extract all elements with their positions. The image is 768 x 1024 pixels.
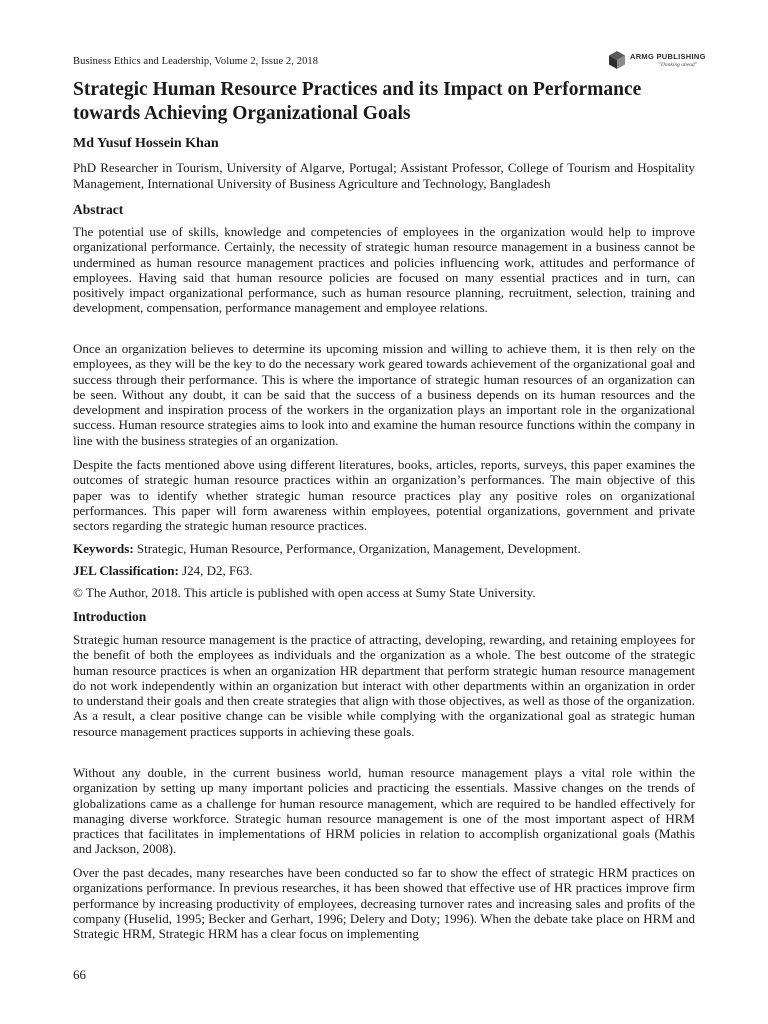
jel-label: JEL Classification: xyxy=(73,563,179,578)
abstract-paragraph-3: Despite the facts mentioned above using different literatures, books, articles, reports, surveys, this paper examines the outcomes of strategic human resource practices within an organization’s performances. The main objective of this paper was to identify whether strategic human resource practices play any positive roles on organizational performances. This paper will form awareness within employees, potential organizations, government and private sectors regarding the strategic human resource practices. xyxy=(73,457,695,534)
page-number: 66 xyxy=(73,967,86,982)
cube-logo-icon xyxy=(608,50,626,70)
keywords-label: Keywords: xyxy=(73,541,134,556)
abstract-paragraph-1: The potential use of skills, knowledge and competencies of employees in the organization would help to improve organizational performance. Certainly, the necessity of strategic human resource management in a business cannot be undermined as human resource management practices and policies influencing work, attitudes and performance of employees. Having said that human resource policies are focused on many essential practices and in turn, can positively impact organizational performance, such as human resource planning, recruitment, selection, training and development, compensation, performance management and employee relations. xyxy=(73,224,695,316)
introduction-paragraph-3: Over the past decades, many researches have been conducted so far to show the effect of strategic HRM practices on organizations performance. In previous researches, it has been showed that effective use of HR practices improve firm performance by increasing productivity of employees, decreasing turnover rates and increasing sales and profits of the company (Huselid, 1995; Becker and Gerhart, 1996; Delery and Doty; 1996). When the debate take place on HRM and Strategic HRM, Strategic HRM has a clear focus on implementing xyxy=(73,865,695,942)
publisher-name: ARMG PUBLISHING xyxy=(630,52,706,61)
introduction-paragraph-2: Without any double, in the current business world, human resource management plays a vital role within the organization by setting up many important policies and practicing the essentials. Massive changes on the trends of globalizations came as a challenge for human resource management, which are required to be handled effectively for managing diverse workforce. Strategic human resource management is one of the most important aspect of HRM practices that facilitates in implementations of HRM policies in relation to accomplish organizational goals (Mathis and Jackson, 2008). xyxy=(73,765,695,857)
publisher-tagline: "Thinking ahead" xyxy=(658,62,697,68)
paper-page xyxy=(73,0,706,1024)
keywords-line xyxy=(73,541,581,557)
jel-line xyxy=(73,563,253,579)
author-affiliation: PhD Researcher in Tourism, University of Algarve, Portugal; Assistant Professor, College of Tourism and Hospitality Management, International University of Business Agriculture and Technology, Bangladesh xyxy=(73,160,695,191)
article-title: Strategic Human Resource Practices and its Impact on Performance towards Achieving Organizational Goals xyxy=(73,79,642,124)
running-head: Business Ethics and Leadership, Volume 2, Issue 2, 2018 xyxy=(73,56,319,67)
publisher-logo xyxy=(608,50,708,72)
copyright-line: © The Author, 2018. This article is published with open access at Sumy State University. xyxy=(73,585,536,600)
introduction-heading: Introduction xyxy=(73,609,147,624)
introduction-paragraph-1: Strategic human resource management is the practice of attracting, developing, rewarding, and retaining employees for the benefit of both the employees as individuals and the organization as a whole. The best outcome of the strategic human resource practices is when an organization HR department that perform strategic human resource management do not work independently within an organization but interact with other departments within an organization in order to understand their goals and then create strategies that align with those objectives, as well as those of the organization. As a result, a clear positive change can be visible while complying with the organizational goal as strategic human resource management practices supports in achieving these goals. xyxy=(73,632,695,739)
abstract-heading: Abstract xyxy=(73,202,124,217)
jel-value: J24, D2, F63. xyxy=(182,563,253,578)
author-name: Md Yusuf Hossein Khan xyxy=(73,136,219,151)
keywords-value: Strategic, Human Resource, Performance, Organization, Management, Development. xyxy=(136,541,581,556)
abstract-paragraph-2: Once an organization believes to determine its upcoming mission and willing to achieve them, it is then rely on the employees, as they will be the key to do the necessary work geared towards achievement of the organizational goal and success through their performance. This is where the importance of strategic human resources of an organization can be seen. Without any doubt, it can be said that the success of a business depends on its human resources and the development and inspiration process of the workers in the organization plays an important role in the organizational success. Human resource strategies aims to look into and examine the human resource functions within the company in line with the business strategies of an organization. xyxy=(73,341,695,448)
